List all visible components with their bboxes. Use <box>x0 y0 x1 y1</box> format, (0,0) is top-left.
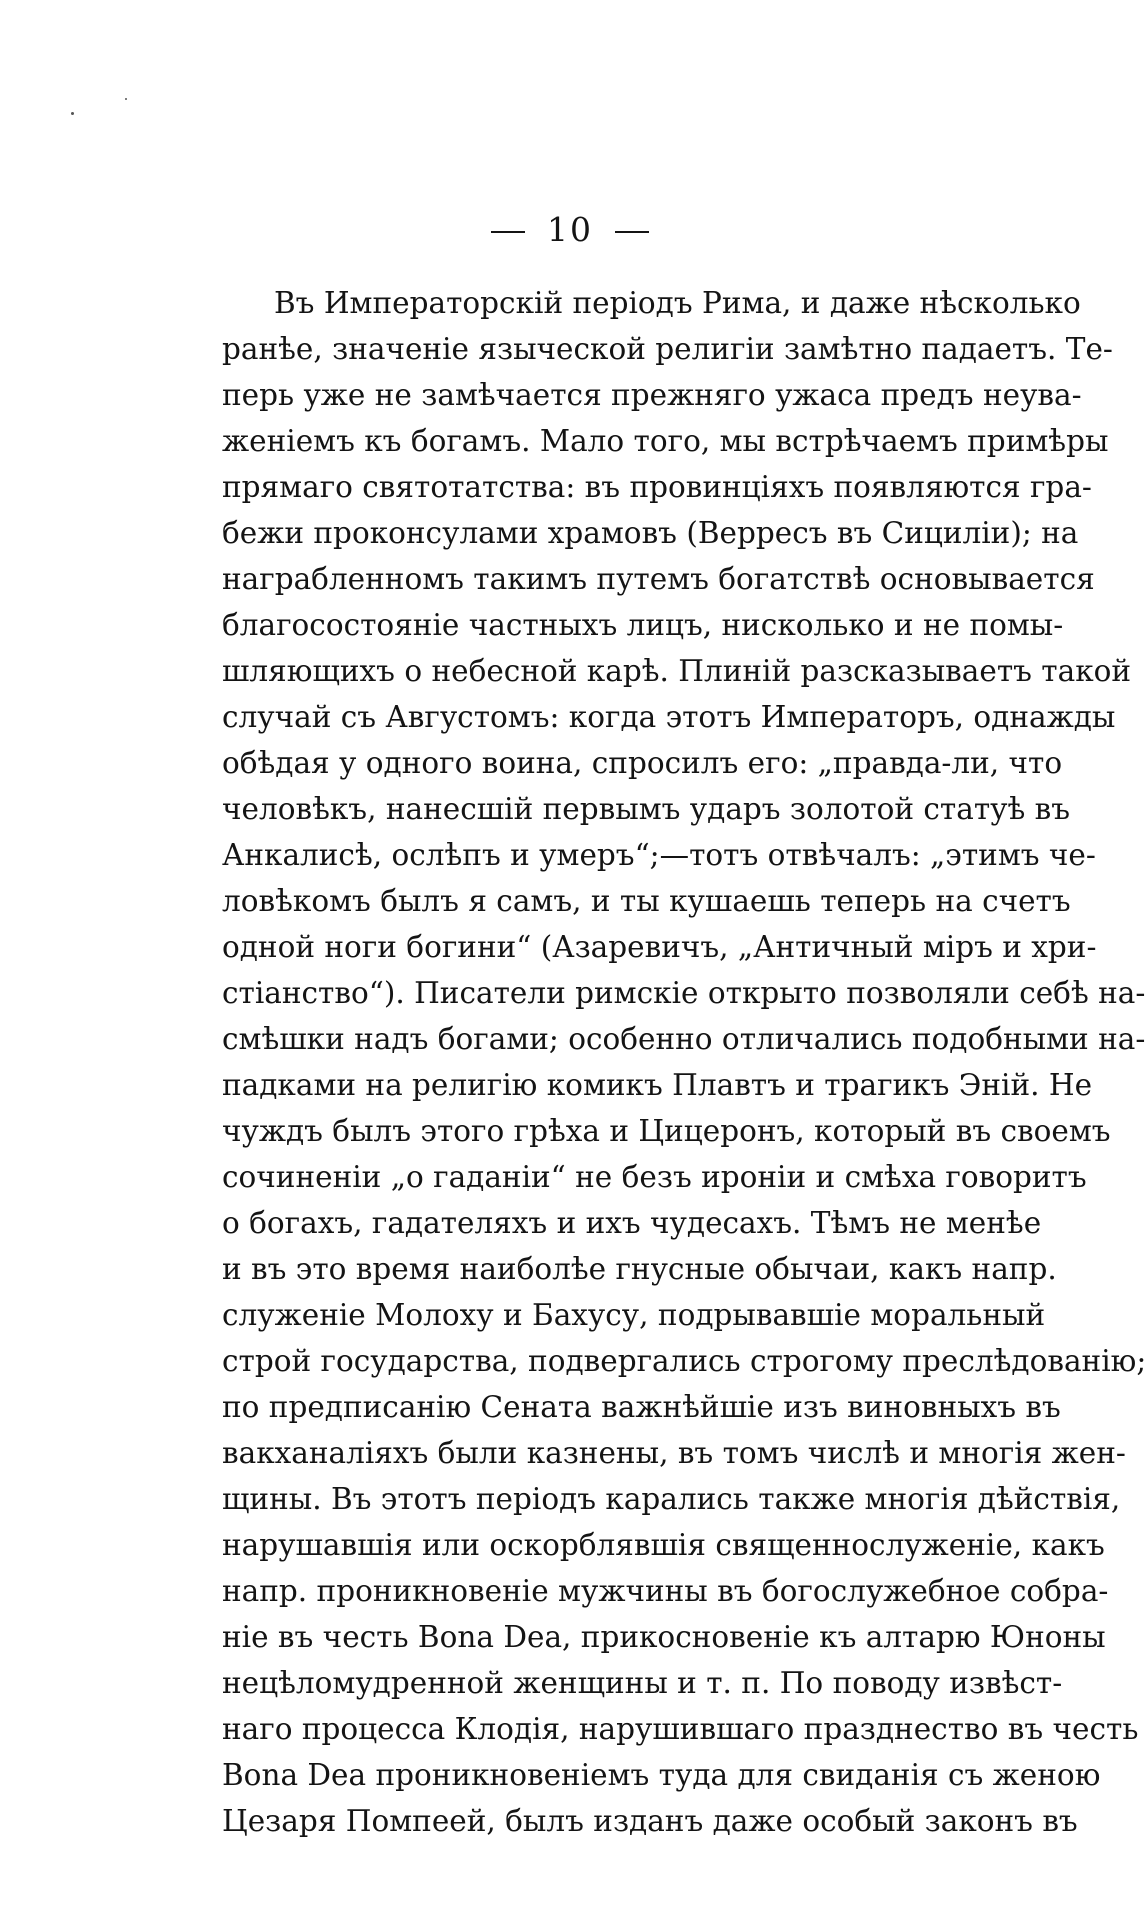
text-line: ніе въ честь Bona Dea, прикосновеніе къ алтарю Юноны <box>222 1620 1106 1654</box>
page-number-dash-right <box>615 231 649 233</box>
page-number <box>0 210 1140 249</box>
text-line: нарушавшія или оскорблявшія священнослуженіе, какъ <box>222 1528 1105 1562</box>
text-line: человѣкъ, нанесшій первымъ ударъ золотой статуѣ въ <box>222 792 1071 826</box>
text-line: сочиненіи „о гаданіи“ не безъ ироніи и смѣха говоритъ <box>222 1160 1087 1194</box>
page-number-value: 10 <box>547 210 593 249</box>
text-line: перь уже не замѣчается прежняго ужаса предъ неува- <box>222 378 1082 412</box>
text-line: Цезаря Помпеей, былъ изданъ даже особый законъ въ <box>222 1804 1078 1838</box>
text-line: и въ это время наиболѣе гнусные обычаи, какъ напр. <box>222 1252 1057 1286</box>
text-line: напр. проникновеніе мужчины въ богослужебное собра- <box>222 1574 1109 1608</box>
body-text <box>222 280 1146 1844</box>
text-line: случай съ Августомъ: когда этотъ Императоръ, однажды <box>222 700 1116 734</box>
text-line: награбленномъ такимъ путемъ богатствѣ основывается <box>222 562 1095 596</box>
text-line: обѣдая у одного воина, спросилъ его: „правда-ли, что <box>222 746 1063 780</box>
text-line: служеніе Молоху и Бахусу, подрывавшіе моральный <box>222 1298 1046 1332</box>
text-line: о богахъ, гадателяхъ и ихъ чудесахъ. Тѣмъ не менѣе <box>222 1206 1042 1240</box>
text-line: ловѣкомъ былъ я самъ, и ты кушаешь теперь на счетъ <box>222 884 1071 918</box>
text-line: ранѣе, значеніе языческой религіи замѣтно падаетъ. Те- <box>222 332 1113 366</box>
text-line: нецѣломудренной женщины и т. п. По поводу извѣст- <box>222 1666 1063 1700</box>
text-line: стіанство“). Писатели римскіе открыто позволяли себѣ на- <box>222 976 1146 1010</box>
text-line: шляющихъ о небесной карѣ. Плиній разсказываетъ такой <box>222 654 1132 688</box>
text-line: женіемъ къ богамъ. Мало того, мы встрѣчаемъ примѣры <box>222 424 1109 458</box>
text-line: по предписанію Сената важнѣйшіе изъ виновныхъ въ <box>222 1390 1061 1424</box>
text-line: вакханаліяхъ были казнены, въ томъ числѣ и многія жен- <box>222 1436 1126 1470</box>
text-line: чуждъ былъ этого грѣха и Цицеронъ, который въ своемъ <box>222 1114 1111 1148</box>
text-line: Анкалисѣ, ослѣпъ и умеръ“;—тотъ отвѣчалъ: „этимъ че- <box>222 838 1096 872</box>
text-line: прямаго святотатства: въ провинціяхъ появляются гра- <box>222 470 1092 504</box>
page-number-dash-left <box>491 231 525 233</box>
text-line: одной ноги богини“ (Азаревичъ, „Античный міръ и хри- <box>222 930 1097 964</box>
text-line: щины. Въ этотъ періодъ карались также многія дѣйствія, <box>222 1482 1121 1516</box>
text-line: наго процесса Клодія, нарушившаго празднество въ честь <box>222 1712 1139 1746</box>
text-line: Bona Dea проникновеніемъ туда для свиданія съ женою <box>222 1758 1101 1792</box>
text-line: падками на религію комикъ Плавтъ и трагикъ Эній. Не <box>222 1068 1093 1102</box>
paper-speck <box>125 98 127 100</box>
text-line: строй государства, подвергались строгому преслѣдованію; <box>222 1344 1146 1378</box>
text-line: смѣшки надъ богами; особенно отличались подобными на- <box>222 1022 1146 1056</box>
paper-speck <box>71 112 74 115</box>
text-line: Въ Императорскій періодъ Рима, и даже нѣсколько <box>274 286 1081 320</box>
text-line: благосостояніе частныхъ лицъ, нисколько и не помы- <box>222 608 1064 642</box>
text-line: бежи проконсулами храмовъ (Верресъ въ Сициліи); на <box>222 516 1079 550</box>
